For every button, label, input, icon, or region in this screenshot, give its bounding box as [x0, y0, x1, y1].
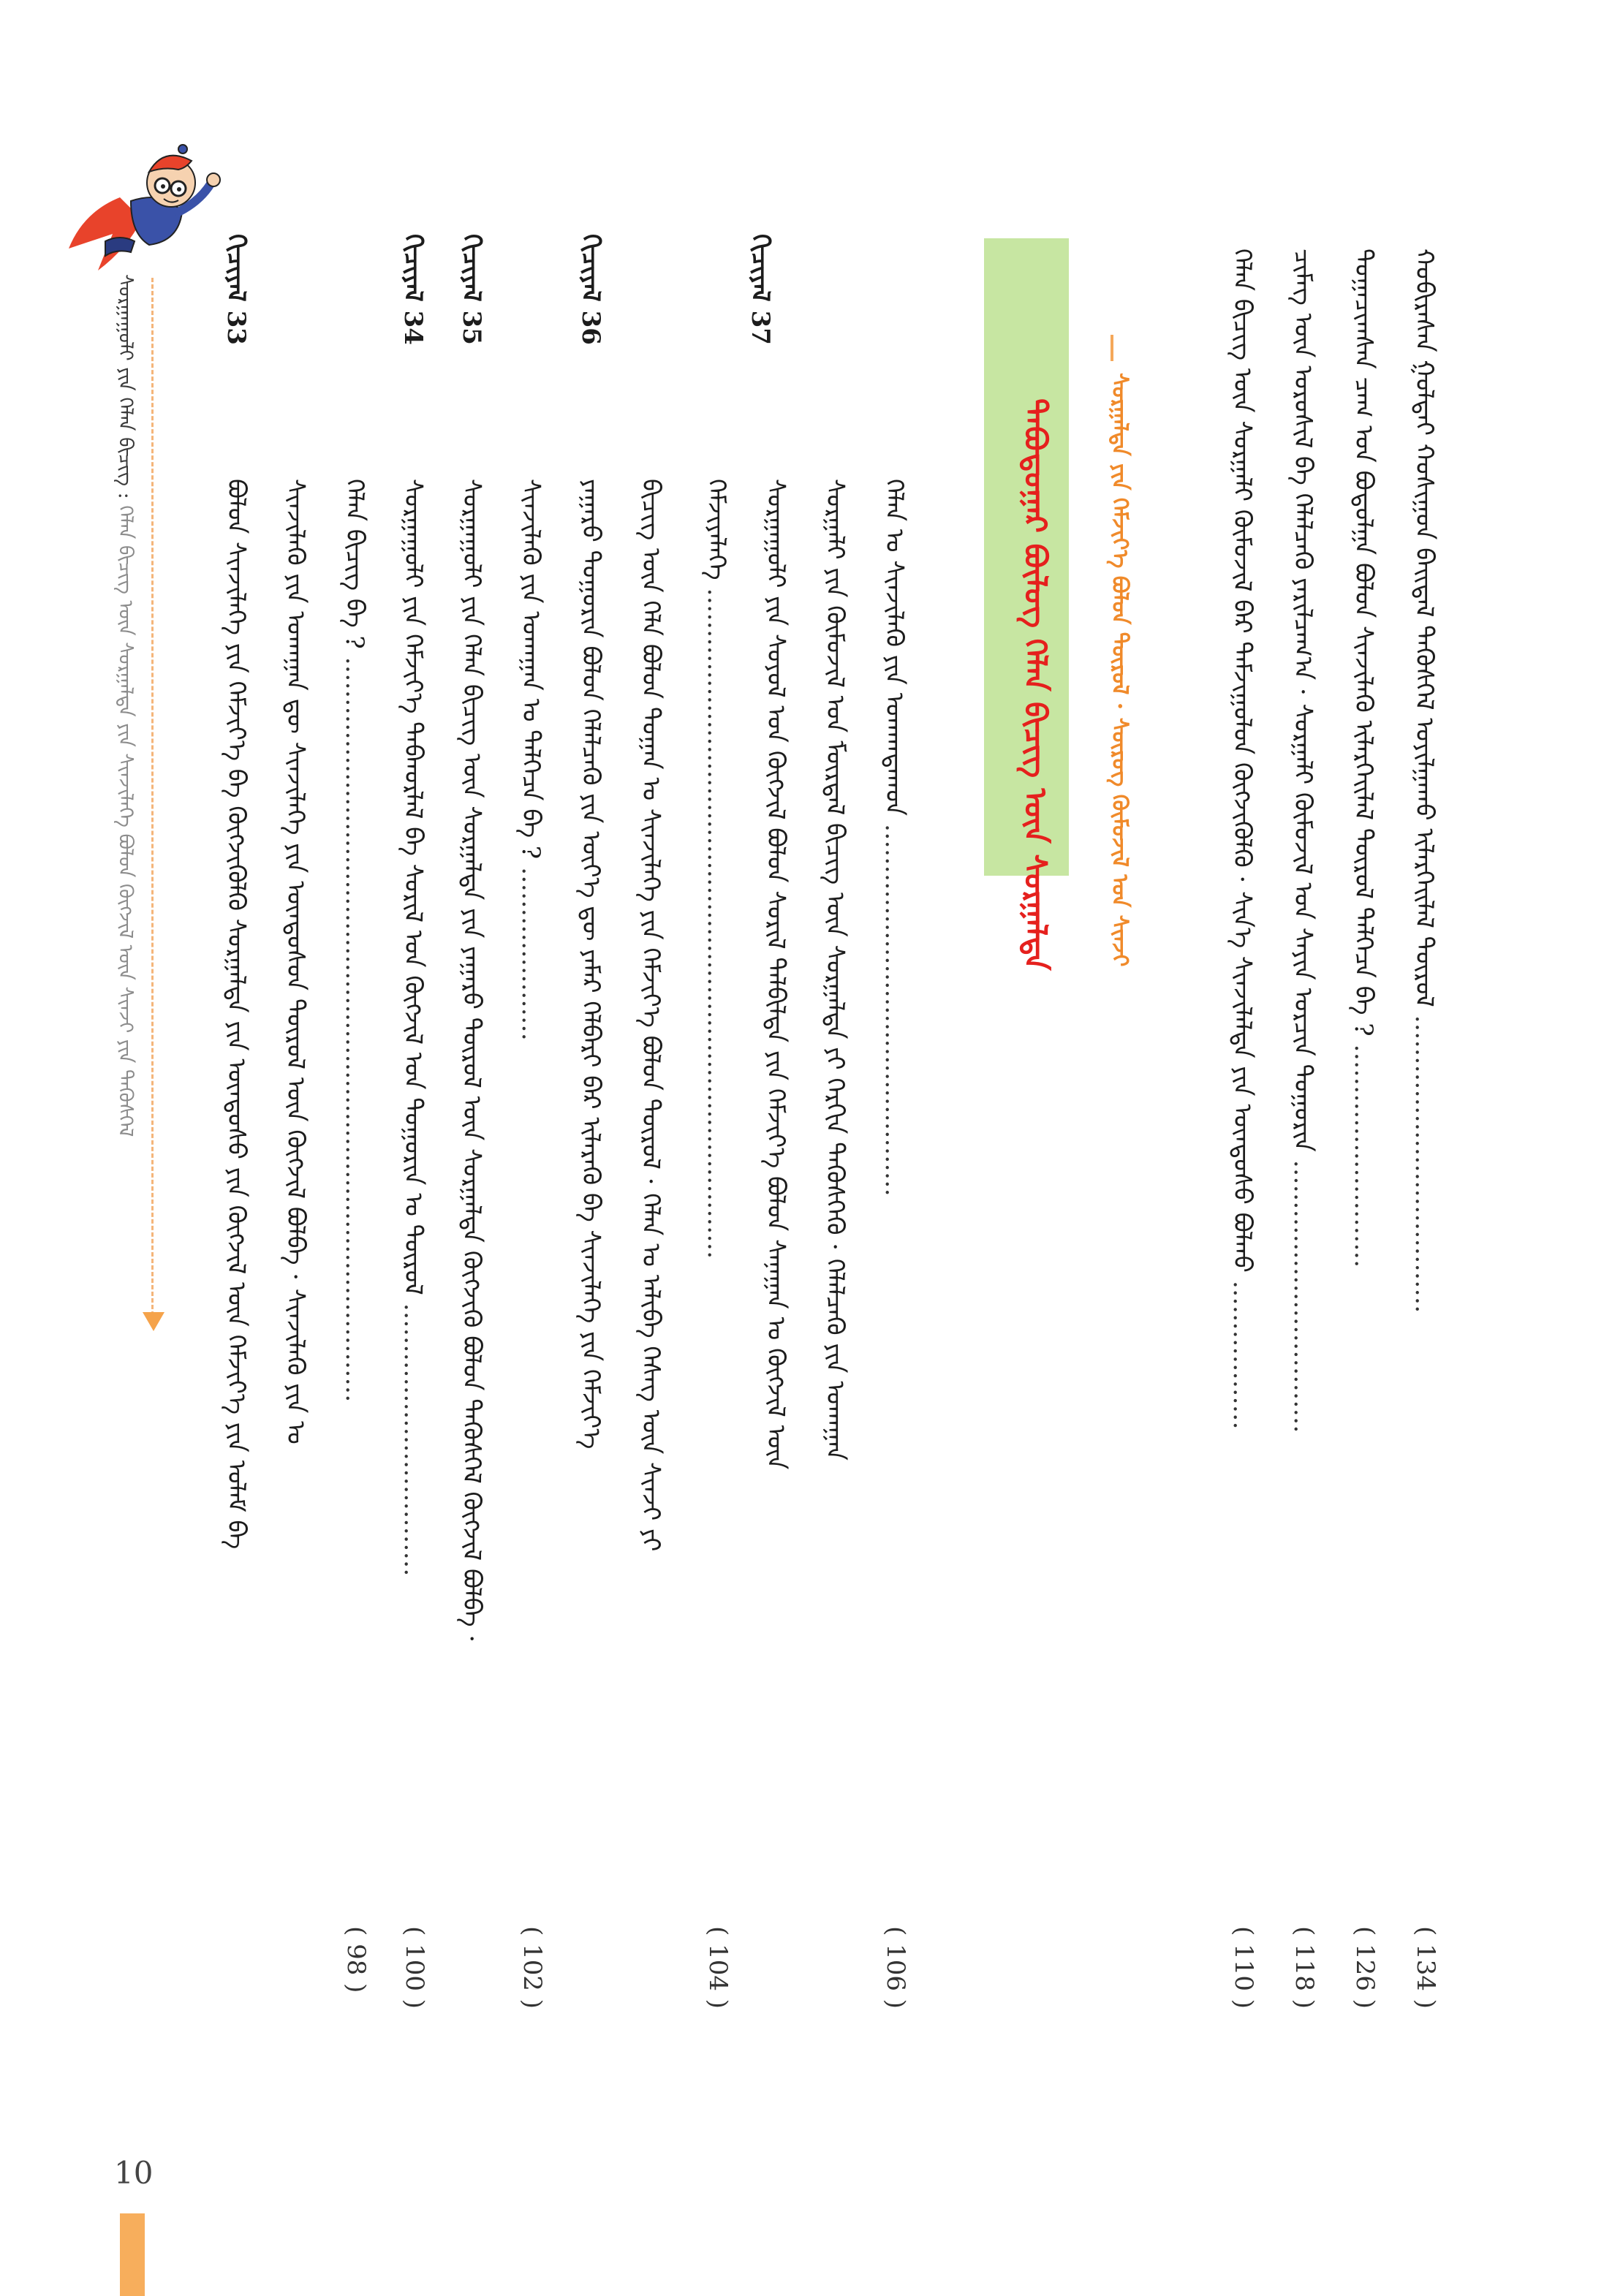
lesson-35-line-1: ᠰᠤᠷᠭᠠᠭᠤᠯᠢ ᠶᠢᠨ ᠬᠡᠯᠡᠨ ᠪᠢᠴᠢᠭ ᠦᠨ ᠰᠤᠷᠭᠠᠯᠲᠠ ᠶᠢᠨ ᠶᠠᠭᠠᠷᠤ ᠲᠦᠷᠦᠯ ᠦᠨ ᠰᠤᠷᠭᠠᠯᠲᠠ ᠬᠥᠭᠵᠢᠬᠦ ᠪᠣᠯᠤᠨ ᠲᠡᠭᠦᠰᠬᠡᠯ ᠬᠥᠭᠵᠢᠯ ᠪᠣᠯᠪᠠ ·	[457, 479, 486, 1643]
book-title: ᠰᠤᠷᠭᠠᠭᠤᠯᠢ ᠶᠢᠨ ᠬᠡᠯᠡᠨ ᠪᠢᠴᠢᠭ : ᠬᠡᠯᠡᠨ ᠪᠢᠴᠢᠭ ᠦᠨ ᠰᠤᠷᠭᠠᠯᠲᠠ ᠶᠢᠨ ᠰᠢᠨᠵᠢᠯᠡᠭᠡ ᠪᠣᠯᠤᠨ ᠬᠥᠭᠵᠢᠯ ᠦᠨ ᠰᠢᠨᠵᠢ ᠶᠢᠨ ᠲᠡᠭᠦᠰᠬᠡᠯ	[114, 274, 137, 1137]
toc-page-number: ( 98 )	[341, 1926, 371, 1993]
toc-page-number: ( 100 )	[400, 1926, 429, 2009]
toc-header-line-3: ᠴᠢᠮᠡᠭ ᠦᠨ ᠣᠷᠣᠰᠢᠯ ᠪᠠ ᠬᠡᠯᠡᠯᠴᠡᠬᠦ ᠶᠠᠷᠢᠯᠴᠠᠭ᠎ᠠ · ᠰᠤᠷᠭᠠᠯᠢ ᠬᠥᠮᠦᠵᠢᠯ ᠤᠨ ᠰᠠᠶᠢᠨ ᠣᠷᠴᠢᠨ ᠲᠣᠭᠣᠷᠢᠨ ……………………………	[1288, 249, 1317, 1433]
toc-page-number: ( 126 )	[1350, 1926, 1380, 2009]
lesson-label-36: ᠬᠢᠴᠢᠶᠡᠯ 36	[576, 234, 605, 345]
lesson-34-line-1: ᠰᠤᠷᠭᠠᠭᠤᠯᠢ ᠶᠢᠨ ᠬᠡᠮᠵᠢᠶ᠎ᠡ ᠳᠠᠪᠬᠤᠷᠯᠠᠯ ᠪᠠ ᠰᠣᠷᠢᠯ ᠤᠨ ᠬᠥᠭᠵᠢᠯ ᠤᠨ ᠲᠣᠭᠣᠷᠢᠨ ᠤ ᠲᠦᠷᠦᠯ ……………………………	[398, 479, 428, 1577]
toc-page-number: ( 134 )	[1411, 1926, 1440, 2009]
dashed-divider	[151, 278, 154, 1316]
section-subtitle: ᠰᠤᠷᠭᠠᠯᠲᠠ ᠶᠢᠨ ᠬᠡᠮᠵᠢᠶ᠎ᠡ ᠪᠣᠯᠤᠨ ᠲᠦᠷᠦᠯ · ᠰᠦᠷᠦᠭ ᠬᠥᠮᠦᠵᠢᠯ ᠤᠨ ᠰᠢᠨᠵᠢ	[1107, 373, 1132, 967]
lesson-36-line-1: ᠪᠢᠴᠢᠭ ᠦᠨ ᠬᠡᠯᠡ ᠪᠣᠯᠤᠨ ᠲᠣᠭᠠᠨ ᠤ ᠰᠢᠨᠵᠢᠯᠡᠭᠡ ᠶᠢᠨ ᠬᠡᠮᠵᠢᠶ᠎ᠡ ᠪᠣᠯᠤᠨ ᠲᠦᠷᠦᠯ · ᠬᠡᠯᠡᠨ ᠤ ᠠᠯᠢᠪᠠ ᠬᠡᠰᠡᠭ ᠦᠨ ᠰᠢᠨᠵᠢ ᠶᠢ	[636, 479, 665, 1552]
toc-page-number: ( 104 )	[703, 1926, 733, 2009]
lesson-33-line-1: ᠬᠡᠯᠡᠨ ᠪᠢᠴᠢᠭ ᠪᠡ ? ………………………………………………………………………………	[340, 479, 369, 1403]
triangle-marker-icon	[143, 1312, 164, 1331]
toc-page-number: ( 118 )	[1290, 1926, 1319, 2009]
lesson-label-34: ᠬᠢᠴᠢᠶᠡᠯ 34	[398, 234, 428, 345]
lesson-36-line-2: ᠶᠠᠭᠠᠷᠤ ᠲᠣᠭᠣᠷᠢᠨ ᠪᠣᠯᠤᠨ ᠬᠡᠯᠡᠯᠴᠡᠬᠦ ᠶᠢᠨ ᠦᠶ᠎ᠡ ᠳᠦ ᠶᠠᠮᠠᠷ ᠬᠡᠯᠪᠡᠷᠢ ᠪᠠᠷ ᠢᠯᠡᠷᠡᠬᠦ ᠪᠡ ᠰᠢᠨᠵᠢᠯᠡᠭᠡ ᠶᠢᠨ ᠬᠡᠮᠵᠢᠶ᠎ᠡ	[576, 479, 605, 1450]
lesson-36-line-3: ᠰᠢᠨᠵᠢᠯᠡᠬᠦ ᠶᠢᠨ ᠤᠬᠠᠭᠠᠨ ᠤ ᠳᠡᠯᠬᠡᠴᠡ ᠪᠡ ? …………………	[516, 479, 545, 1041]
lesson-label-35: ᠬᠢᠴᠢᠶᠡᠯ 35	[457, 234, 486, 345]
section-title: ᠲᠠᠪᠤᠳᠤᠭᠠᠷ ᠪᠦᠯᠦᠭ ᠬᠡᠯᠡᠨ ᠪᠢᠴᠢᠭ ᠦᠨ ᠰᠤᠷᠭᠠᠯᠲᠠ	[1018, 398, 1053, 971]
toc-header-line-1: ᠬᠣᠪᠢᠷᠠᠰᠠᠨ ᠭᠤᠯᠲᠠᠢ ᠬᠣᠰᠢᠭᠤᠨ ᠪᠠᠢᠳᠠᠯ ᠲᠡᠭᠦᠰᠬᠡᠯ ᠣᠶᠢᠯᠭᠠᠬᠤ ᠢᠯᠡᠷᠬᠡᠢᠯᠡᠯ ᠲᠦᠷᠦᠯ ………………………………	[1410, 249, 1439, 1314]
page-accent-bar	[120, 2213, 145, 2296]
lesson-label-37: ᠬᠢᠴᠢᠶᠡᠯ 37	[746, 234, 775, 345]
toc-header-line-4: ᠬᠡᠯᠡᠨ ᠪᠢᠴᠢᠭ ᠦᠨ ᠰᠤᠷᠭᠠᠯᠢ ᠬᠥᠮᠦᠵᠢᠯ ᠪᠡᠷ ᠳᠠᠮᠵᠢᠭᠤᠯᠤᠨ ᠬᠥᠭᠵᠢᠭᠦᠯᠬᠦ · ᠰᠢᠨ᠎ᠡ ᠰᠢᠨᠵᠢᠯᠡᠯᠲᠡ ᠶᠢᠨ ᠦᠨᠳᠦᠰᠦ ᠪᠣᠯᠬᠤ ………………	[1227, 249, 1257, 1430]
toc-page-number: ( 106 )	[881, 1926, 910, 2009]
lesson-33-line-3: ᠪᠣᠯᠤᠨ ᠰᠢᠨᠵᠢᠯᠡᠭᠡ ᠶᠢᠨ ᠬᠡᠮᠵᠢᠶ᠎ᠡ ᠪᠠ ᠬᠥᠭᠵᠢᠭᠦᠯᠬᠦ ᠰᠤᠷᠭᠠᠯᠲᠠ ᠶᠢᠨ ᠦᠨᠳᠦᠰᠦ ᠶᠢᠨ ᠬᠥᠭᠵᠢᠯ ᠦᠨ ᠬᠡᠮᠵᠢᠶ᠎ᠡ ᠶᠢᠨ ᠤᠯᠠᠮ ᠪᠡ	[222, 479, 251, 1550]
lesson-37-line-1: ᠬᠡᠯᠡᠨ ᠤ ᠰᠢᠨᠵᠢᠯᠡᠬᠦ ᠶᠢᠨ ᠤᠬᠠᠭᠳᠠᠬᠤᠨ ………………………………………	[879, 479, 909, 1197]
toc-header-line-2: ᠲᠣᠭᠠᠴᠢᠭᠰᠠᠨ ᠴᠠᠭ ᠤᠨ ᠪᠣᠳᠣᠯᠭᠠ ᠪᠣᠯᠤᠨ ᠰᠢᠨᠵᠢᠯᠡᠬᠦ ᠢᠯᠡᠷᠬᠡᠢᠯᠡᠯ ᠲᠦᠷᠦᠯ ᠳᠡᠯᠬᠡᠴᠡ ᠪᠡ ? ………………………	[1349, 249, 1378, 1268]
mascot-boy-icon	[61, 132, 230, 278]
lesson-37-line-3: ᠰᠤᠷᠭᠠᠭᠤᠯᠢ ᠶᠢᠨ ᠰᠣᠶᠣᠯ ᠤᠨ ᠬᠥᠭᠵᠢᠯ ᠪᠣᠯᠤᠨ ᠰᠣᠷᠢᠯ ᠲᠠᠯᠪᠢᠯᠲᠠ ᠶᠢᠨ ᠬᠡᠮᠵᠢᠶ᠎ᠡ ᠪᠣᠯᠤᠨ ᠰᠠᠨᠠᠭᠠᠨ ᠤ ᠬᠥᠭᠵᠢᠯ ᠦᠨ	[761, 479, 790, 1470]
lesson-37-line-2: ᠰᠤᠷᠭᠠᠯᠢ ᠶᠢᠨ ᠬᠥᠮᠦᠵᠢᠯ ᠤᠨ ᠮᠥᠷᠳᠡᠯ ᠪᠢᠴᠢᠭ ᠦᠨ ᠰᠤᠷᠭᠠᠯᠲᠠ ᠶᠢ ᠬᠡᠷᠬᠢᠨ ᠲᠡᠭᠦᠰᠬᠡᠬᠦ · ᠬᠡᠯᠡᠯᠴᠡᠬᠦ ᠶᠢᠨ ᠤᠬᠠᠭᠠᠨ	[820, 479, 850, 1461]
toc-page-number: ( 102 )	[518, 1926, 547, 2009]
toc-page-number: ( 110 )	[1229, 1926, 1258, 2009]
page-number: 10	[114, 2155, 154, 2191]
lesson-label-33: ᠬᠢᠴᠢᠶᠡᠯ 33	[222, 234, 251, 345]
subtitle-dash	[1111, 335, 1113, 361]
lesson-33-line-2: ᠰᠢᠨᠵᠢᠯᠡᠬᠦ ᠶᠢᠨ ᠤᠬᠠᠭᠠᠨ ᠳᠦ ᠰᠢᠨᠵᠢᠯᠡᠭᠡ ᠶᠢᠨ ᠦᠨᠳᠦᠰᠦᠨ ᠲᠦᠷᠦᠯ ᠦᠨ ᠬᠥᠭᠵᠢᠯ ᠪᠣᠯᠪᠠ · ᠰᠢᠨᠵᠢᠯᠡᠬᠦ ᠶᠢᠨ ᠤ	[281, 479, 310, 1444]
lesson-37-line-4: ᠬᠡᠮᠵᠢᠶᠡᠯᠡᠭᠡ ………………………………………………………………………	[702, 479, 731, 1259]
